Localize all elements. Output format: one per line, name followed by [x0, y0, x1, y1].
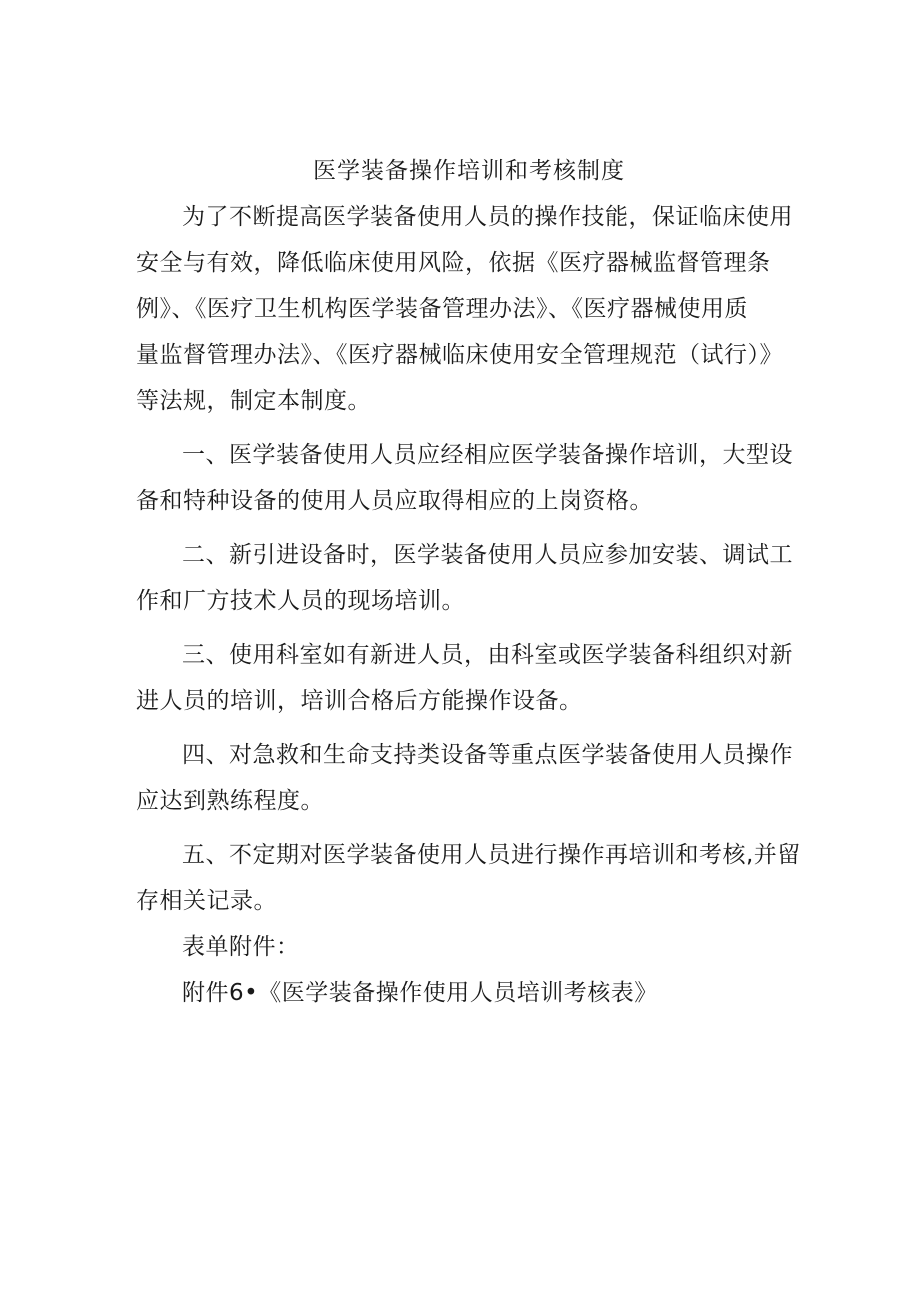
rule-line: 存相关记录。 [136, 888, 277, 914]
rule-line: 五、不定期对医学装备使用人员进行操作再培训和考核,并留 [182, 842, 801, 868]
rule-paragraph-2 [136, 532, 802, 624]
intro-paragraph [136, 194, 802, 424]
rule-line: 四、对急救和生命支持类设备等重点医学装备使用人员操作 [182, 742, 793, 768]
attachment-heading-text: 表单附件： [182, 934, 300, 960]
intro-line: 为了不断提高医学装备使用人员的操作技能，保证临床使用 [182, 204, 793, 230]
rule-line: 三、使用科室如有新进人员，由科室或医学装备科组织对新 [182, 642, 793, 668]
rule-line: 进人员的培训，培训合格后方能操作设备。 [136, 688, 583, 714]
rule-paragraph-5 [136, 832, 802, 924]
rule-paragraph-3 [136, 632, 802, 724]
rule-paragraph-4 [136, 732, 802, 824]
rule-paragraph-1 [136, 432, 802, 524]
document-page [136, 148, 802, 1016]
rule-line: 备和特种设备的使用人员应取得相应的上岗资格。 [136, 488, 653, 514]
attachment-item [136, 970, 802, 1016]
rule-line: 应达到熟练程度。 [136, 788, 324, 814]
intro-line: 量监督管理办法》、《医疗器械临床使用安全管理规范（试行）》 [136, 342, 783, 368]
intro-line: 例》、《医疗卫生机构医学装备管理办法》、《医疗器械使用质 [136, 296, 748, 322]
rule-line: 一、医学装备使用人员应经相应医学装备操作培训，大型设 [182, 442, 793, 468]
rule-line: 二、新引进设备时，医学装备使用人员应参加安装、调试工 [182, 542, 793, 568]
intro-line: 安全与有效，降低临床使用风险，依据《医疗器械监督管理条 [136, 250, 771, 276]
intro-line: 等法规，制定本制度。 [136, 388, 371, 414]
rule-line: 作和厂方技术人员的现场培训。 [136, 588, 465, 614]
attachment-item-text: 附件6•《医学装备操作使用人员培训考核表》 [182, 980, 658, 1006]
attachment-heading [136, 924, 802, 970]
document-title: 医学装备操作培训和考核制度 [313, 158, 625, 184]
